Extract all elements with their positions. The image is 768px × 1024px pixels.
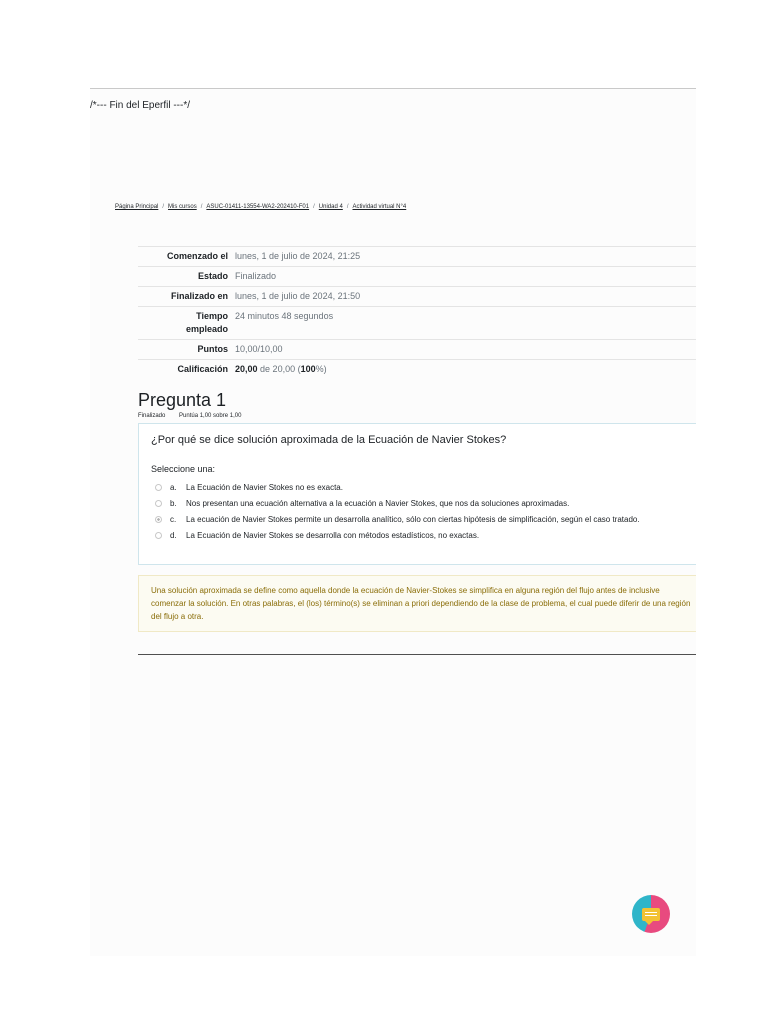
option-text: La Ecuación de Navier Stokes no es exacta. <box>186 483 343 492</box>
summary-label: Calificación <box>177 364 228 374</box>
summary-label: Estado <box>197 271 228 281</box>
summary-row-grade <box>138 360 696 380</box>
summary-value: lunes, 1 de julio de 2024, 21:50 <box>235 291 361 301</box>
bottom-divider <box>138 654 696 655</box>
summary-value <box>232 360 696 380</box>
radio-button[interactable] <box>155 500 162 507</box>
top-divider <box>90 88 696 89</box>
option-text: Nos presentan una ecuación alternativa a la ecuación a Navier Stokes, que nos da soluciones aproximadas. <box>186 499 570 508</box>
answer-options <box>155 482 675 546</box>
stray-comment-text: /*--- Fin del Eperfil ---*/ <box>90 100 191 111</box>
answer-option-a[interactable] <box>155 482 675 494</box>
option-letter: d. <box>170 531 177 540</box>
grade-of: de 20,00 ( <box>260 364 301 374</box>
grade-score: 20,00 <box>235 364 258 374</box>
attempt-summary-table <box>138 246 696 379</box>
summary-row-state <box>138 267 696 287</box>
question-state: Finalizado <box>138 413 166 419</box>
radio-button[interactable] <box>155 484 162 491</box>
answer-option-c[interactable] <box>155 514 675 526</box>
summary-label: Finalizado en <box>170 291 228 301</box>
breadcrumb <box>115 204 406 210</box>
breadcrumb-separator: / <box>346 204 349 210</box>
summary-label: Puntos <box>197 344 228 354</box>
breadcrumb-separator: / <box>313 204 315 210</box>
option-text: La ecuación de Navier Stokes permite un desarrolla analítico, sólo con ciertas hipótesis de simplificación, según el caso tratado. <box>186 515 640 524</box>
feedback-text: Una solución aproximada se define como aquella donde la ecuación de Navier-Stokes se simplifica en alguna región del flujo antes de inclusive comenzar la solución. En otras palabras, el (los) término(s) se eliminan a priori dependiendo de la clase de problema, el cual puede diferir de una región del flujo a otra. <box>151 586 691 621</box>
chat-fab-button[interactable] <box>632 895 670 933</box>
feedback-box <box>138 575 696 632</box>
breadcrumb-home-link[interactable]: Página Principal <box>115 204 159 210</box>
breadcrumb-separator: / <box>200 204 203 210</box>
summary-label <box>138 307 232 340</box>
summary-row-points <box>138 340 696 360</box>
radio-button[interactable] <box>155 532 162 539</box>
answer-option-d[interactable] <box>155 530 675 542</box>
question-text: ¿Por qué se dice solución aproximada de la Ecuación de Navier Stokes? <box>151 434 507 446</box>
summary-value: 10,00/10,00 <box>235 344 283 354</box>
answer-option-b[interactable] <box>155 498 675 510</box>
breadcrumb-course-link[interactable]: ASUC-01411-13554-WA2-202410-F01 <box>206 204 310 210</box>
option-letter: a. <box>170 483 177 492</box>
grade-percent: 100 <box>300 364 316 374</box>
summary-row-finished <box>138 287 696 307</box>
grade-end: %) <box>315 364 327 374</box>
question-score: Puntúa 1,00 sobre 1,00 <box>179 413 242 419</box>
breadcrumb-separator: / <box>162 204 165 210</box>
chat-bubble-icon <box>642 908 660 921</box>
summary-label: Comenzado el <box>166 251 228 261</box>
summary-label-line: Tiempo <box>196 311 228 321</box>
option-letter: b. <box>170 499 177 508</box>
summary-row-time <box>138 307 696 340</box>
summary-row-started <box>138 247 696 267</box>
question-info <box>138 413 241 419</box>
summary-value: Finalizado <box>235 271 277 281</box>
option-letter: c. <box>170 515 177 524</box>
breadcrumb-unit-link[interactable]: Unidad 4 <box>318 204 343 210</box>
summary-label-line: empleado <box>185 324 228 334</box>
breadcrumb-activity-link[interactable]: Actividad virtual N°4 <box>352 204 407 210</box>
option-text: La Ecuación de Navier Stokes se desarrolla con métodos estadísticos, no exactas. <box>186 531 480 540</box>
radio-button-selected[interactable] <box>155 516 162 523</box>
breadcrumb-my-courses-link[interactable]: Mis cursos <box>168 204 197 210</box>
question-title: Pregunta 1 <box>138 390 227 410</box>
summary-value: 24 minutos 48 segundos <box>235 311 334 321</box>
select-prompt: Seleccione una: <box>151 464 216 474</box>
question-box <box>138 423 696 565</box>
summary-value: lunes, 1 de julio de 2024, 21:25 <box>235 251 361 261</box>
